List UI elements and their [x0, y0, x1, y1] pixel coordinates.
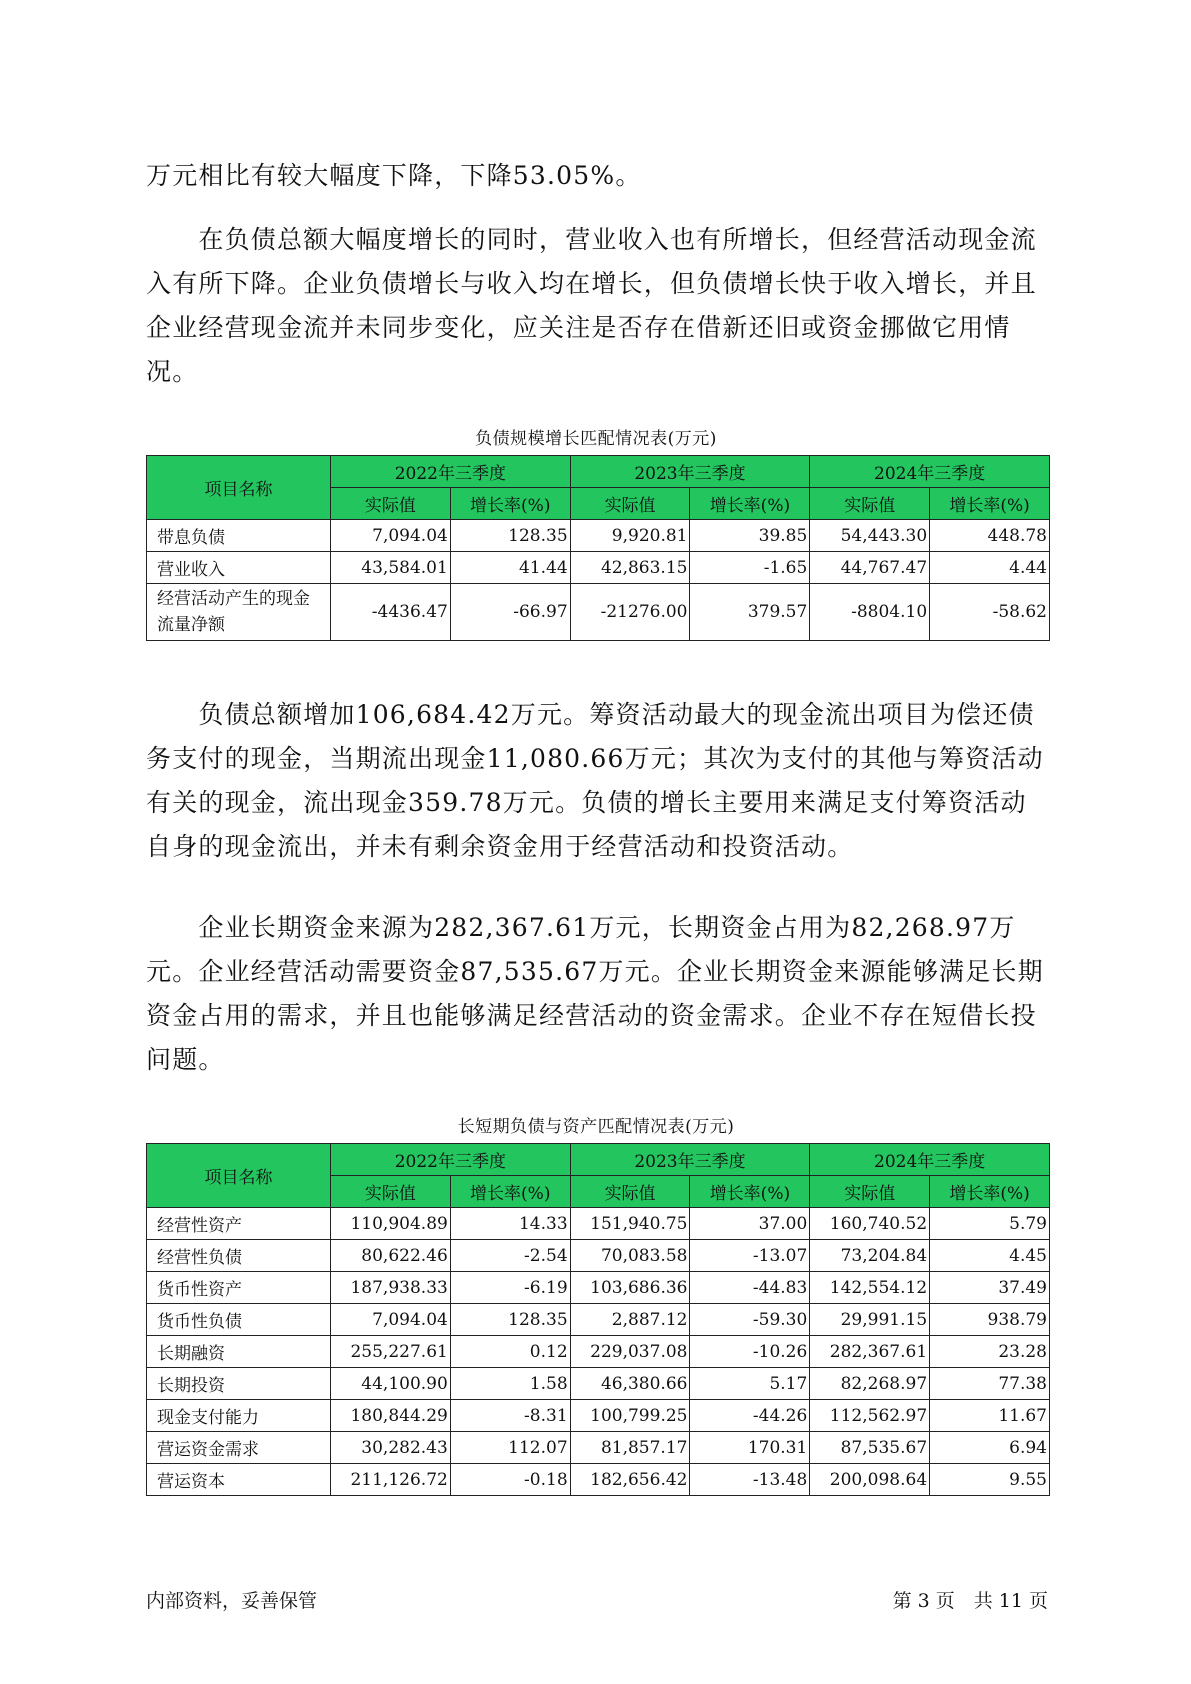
- row-label: 长期融资: [147, 1336, 331, 1368]
- table-row: [147, 1304, 1050, 1336]
- actual-value-cell: 2,887.12: [570, 1304, 690, 1336]
- actual-value-cell: 87,535.67: [810, 1432, 930, 1464]
- growth-rate-header: 增长率(%): [450, 1176, 570, 1208]
- actual-value-cell: 82,268.97: [810, 1368, 930, 1400]
- actual-value-cell: 30,282.43: [331, 1432, 451, 1464]
- growth-rate-cell: -44.83: [690, 1272, 810, 1304]
- growth-rate-cell: 112.07: [450, 1432, 570, 1464]
- table-row: [147, 1400, 1050, 1432]
- row-label: 经营活动产生的现金流量净额: [147, 584, 331, 641]
- growth-rate-cell: 39.85: [690, 520, 810, 552]
- table-row: [147, 1368, 1050, 1400]
- growth-rate-cell: -44.26: [690, 1400, 810, 1432]
- growth-rate-cell: 938.79: [930, 1304, 1050, 1336]
- growth-rate-cell: 379.57: [690, 584, 810, 641]
- row-label: 长期投资: [147, 1368, 331, 1400]
- growth-rate-cell: -0.18: [450, 1464, 570, 1496]
- actual-value-cell: -21276.00: [570, 584, 690, 641]
- growth-rate-cell: -10.26: [690, 1336, 810, 1368]
- growth-rate-header: 增长率(%): [930, 1176, 1050, 1208]
- actual-value-header: 实际值: [570, 488, 690, 520]
- actual-value-cell: 44,767.47: [810, 552, 930, 584]
- growth-rate-cell: -13.07: [690, 1240, 810, 1272]
- growth-rate-cell: -2.54: [450, 1240, 570, 1272]
- growth-rate-cell: 41.44: [450, 552, 570, 584]
- table2-caption: 长短期负债与资产匹配情况表(万元): [457, 1117, 735, 1137]
- growth-rate-cell: 77.38: [930, 1368, 1050, 1400]
- growth-rate-cell: 0.12: [450, 1336, 570, 1368]
- period-header: 2022年三季度: [331, 1144, 571, 1176]
- growth-rate-header: 增长率(%): [930, 488, 1050, 520]
- actual-value-header: 实际值: [570, 1176, 690, 1208]
- growth-rate-cell: 128.35: [450, 520, 570, 552]
- paragraph-4: 企业长期资金来源为282,367.61万元，长期资金占用为82,268.97万元。企业经营活动需要资金87,535.67万元。企业长期资金来源能够满足长期资金占用的需求，并且也能够满足经营活动的资金需求。企业不存在短借长投问题。: [146, 913, 1044, 1074]
- actual-value-cell: 7,094.04: [331, 520, 451, 552]
- table-row: [147, 1432, 1050, 1464]
- row-label: 货币性资产: [147, 1272, 331, 1304]
- actual-value-cell: 182,656.42: [570, 1464, 690, 1496]
- period-header: 2024年三季度: [810, 456, 1050, 488]
- actual-value-cell: 160,740.52: [810, 1208, 930, 1240]
- table1-body: [147, 520, 1050, 641]
- growth-rate-cell: 448.78: [930, 520, 1050, 552]
- row-label: 货币性负债: [147, 1304, 331, 1336]
- actual-value-cell: 7,094.04: [331, 1304, 451, 1336]
- growth-rate-cell: 6.94: [930, 1432, 1050, 1464]
- growth-rate-cell: 170.31: [690, 1432, 810, 1464]
- actual-value-cell: 54,443.30: [810, 520, 930, 552]
- row-label: 现金支付能力: [147, 1400, 331, 1432]
- actual-value-cell: 282,367.61: [810, 1336, 930, 1368]
- actual-value-cell: 81,857.17: [570, 1432, 690, 1464]
- growth-rate-cell: 4.45: [930, 1240, 1050, 1272]
- footer-confidential: 内部资料，妥善保管: [146, 1590, 318, 1612]
- table-row: [147, 1272, 1050, 1304]
- actual-value-cell: 73,204.84: [810, 1240, 930, 1272]
- paragraph-2: 在负债总额大幅度增长的同时，营业收入也有所增长，但经营活动现金流入有所下降。企业负债增长与收入均在增长，但负债增长快于收入增长，并且企业经营现金流并未同步变化，应关注是否存在借新还旧或资金挪做它用情况。: [146, 225, 1037, 386]
- growth-rate-cell: -1.65: [690, 552, 810, 584]
- item-name-header: 项目名称: [147, 456, 331, 520]
- long-short-matching-table: [146, 1143, 1050, 1496]
- period-header: 2023年三季度: [570, 456, 810, 488]
- growth-rate-cell: -59.30: [690, 1304, 810, 1336]
- actual-value-header: 实际值: [331, 488, 451, 520]
- actual-value-cell: 46,380.66: [570, 1368, 690, 1400]
- growth-rate-cell: 9.55: [930, 1464, 1050, 1496]
- table-row: [147, 520, 1050, 552]
- table-row: [147, 1464, 1050, 1496]
- row-label: 经营性负债: [147, 1240, 331, 1272]
- paragraph-1: 万元相比有较大幅度下降，下降53.05%。: [146, 161, 642, 190]
- growth-rate-cell: 5.79: [930, 1208, 1050, 1240]
- actual-value-cell: 100,799.25: [570, 1400, 690, 1432]
- growth-rate-cell: 37.00: [690, 1208, 810, 1240]
- actual-value-header: 实际值: [331, 1176, 451, 1208]
- row-label: 营运资金需求: [147, 1432, 331, 1464]
- actual-value-header: 实际值: [810, 488, 930, 520]
- table-row: [147, 584, 1050, 641]
- growth-rate-cell: 23.28: [930, 1336, 1050, 1368]
- growth-rate-cell: -8.31: [450, 1400, 570, 1432]
- growth-rate-cell: 128.35: [450, 1304, 570, 1336]
- actual-value-cell: 44,100.90: [331, 1368, 451, 1400]
- actual-value-cell: 142,554.12: [810, 1272, 930, 1304]
- actual-value-header: 实际值: [810, 1176, 930, 1208]
- table2-body: [147, 1208, 1050, 1496]
- growth-rate-cell: 1.58: [450, 1368, 570, 1400]
- actual-value-cell: -4436.47: [331, 584, 451, 641]
- actual-value-cell: 80,622.46: [331, 1240, 451, 1272]
- growth-rate-cell: 11.67: [930, 1400, 1050, 1432]
- actual-value-cell: 200,098.64: [810, 1464, 930, 1496]
- actual-value-cell: 211,126.72: [331, 1464, 451, 1496]
- growth-rate-header: 增长率(%): [690, 1176, 810, 1208]
- row-label: 带息负债: [147, 520, 331, 552]
- actual-value-cell: 229,037.08: [570, 1336, 690, 1368]
- row-label: 营业收入: [147, 552, 331, 584]
- paragraph-3: 负债总额增加106,684.42万元。筹资活动最大的现金流出项目为偿还债务支付的现金，当期流出现金11,080.66万元；其次为支付的其他与筹资活动有关的现金，流出现金359.78万元。负债的增长主要用来满足支付筹资活动自身的现金流出，并未有剩余资金用于经营活动和投资活动。: [146, 700, 1044, 861]
- item-name-header: 项目名称: [147, 1144, 331, 1208]
- actual-value-cell: 29,991.15: [810, 1304, 930, 1336]
- actual-value-cell: 42,863.15: [570, 552, 690, 584]
- actual-value-cell: 112,562.97: [810, 1400, 930, 1432]
- table1-caption: 负债规模增长匹配情况表(万元): [475, 429, 717, 449]
- period-header: 2024年三季度: [810, 1144, 1050, 1176]
- actual-value-cell: -8804.10: [810, 584, 930, 641]
- growth-rate-header: 增长率(%): [690, 488, 810, 520]
- growth-rate-cell: 5.17: [690, 1368, 810, 1400]
- table-row: [147, 1240, 1050, 1272]
- actual-value-cell: 103,686.36: [570, 1272, 690, 1304]
- growth-rate-header: 增长率(%): [450, 488, 570, 520]
- period-header: 2022年三季度: [331, 456, 571, 488]
- growth-rate-cell: -6.19: [450, 1272, 570, 1304]
- table-row: [147, 552, 1050, 584]
- actual-value-cell: 187,938.33: [331, 1272, 451, 1304]
- growth-rate-cell: -58.62: [930, 584, 1050, 641]
- growth-rate-cell: -66.97: [450, 584, 570, 641]
- debt-growth-table: [146, 455, 1050, 641]
- actual-value-cell: 255,227.61: [331, 1336, 451, 1368]
- row-label: 经营性资产: [147, 1208, 331, 1240]
- row-label: 营运资本: [147, 1464, 331, 1496]
- table-row: [147, 1336, 1050, 1368]
- actual-value-cell: 70,083.58: [570, 1240, 690, 1272]
- table-row: [147, 1208, 1050, 1240]
- actual-value-cell: 43,584.01: [331, 552, 451, 584]
- growth-rate-cell: 37.49: [930, 1272, 1050, 1304]
- period-header: 2023年三季度: [570, 1144, 810, 1176]
- actual-value-cell: 180,844.29: [331, 1400, 451, 1432]
- actual-value-cell: 151,940.75: [570, 1208, 690, 1240]
- growth-rate-cell: 4.44: [930, 552, 1050, 584]
- page-number: 第 3 页 共 11 页: [892, 1590, 1048, 1612]
- growth-rate-cell: 14.33: [450, 1208, 570, 1240]
- actual-value-cell: 110,904.89: [331, 1208, 451, 1240]
- growth-rate-cell: -13.48: [690, 1464, 810, 1496]
- actual-value-cell: 9,920.81: [570, 520, 690, 552]
